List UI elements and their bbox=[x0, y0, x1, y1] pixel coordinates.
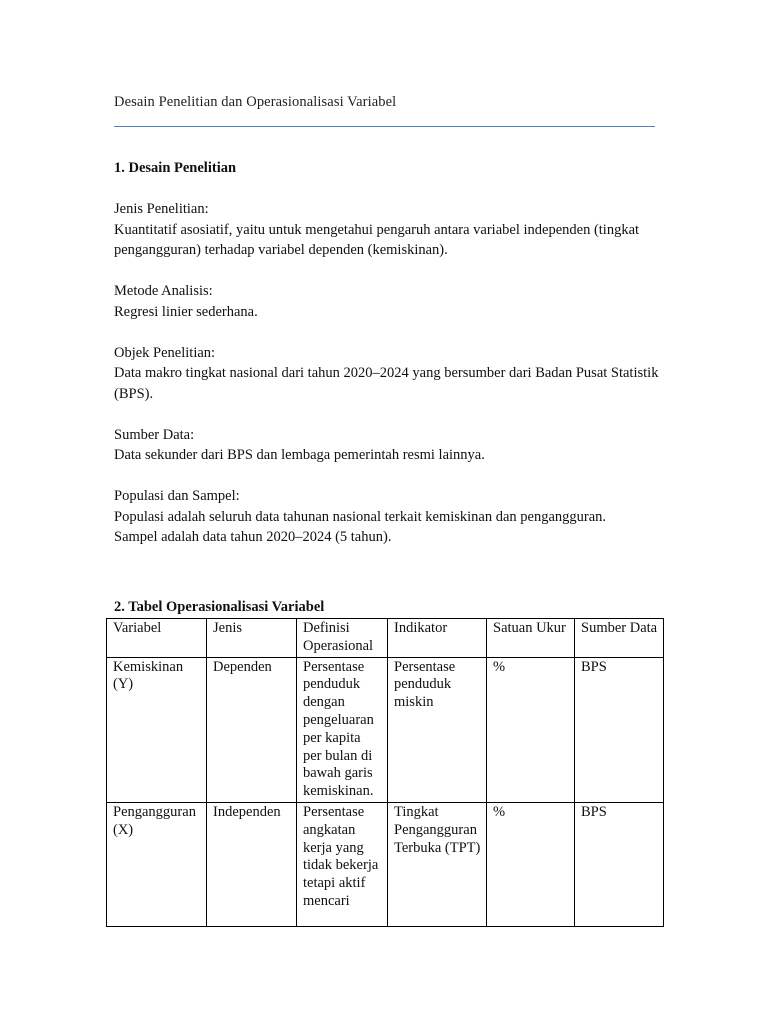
column-header-variable: Variabel bbox=[107, 619, 207, 658]
block-research-type bbox=[114, 199, 674, 261]
section-1-heading: 1. Desain Penelitian bbox=[114, 160, 237, 176]
column-header-indicator: Indikator bbox=[388, 619, 487, 658]
title-underline bbox=[114, 126, 655, 127]
data-source-text: Data sekunder dari BPS dan lembaga pemerintah resmi lainnya. bbox=[114, 447, 485, 463]
column-header-definition: Definisi Operasional bbox=[297, 619, 388, 658]
cell-source: BPS bbox=[575, 802, 664, 926]
block-research-object bbox=[114, 343, 674, 405]
research-object-label: Objek Penelitian: bbox=[114, 344, 216, 361]
section-2-heading: 2. Tabel Operasionalisasi Variabel bbox=[114, 599, 325, 615]
cell-definition: Persentase penduduk dengan pengeluaran per kapita per bulan di bawah garis kemiskinan. bbox=[297, 657, 388, 802]
section-research-design bbox=[114, 158, 674, 548]
research-type-text: Kuantitatif asosiatif, yaitu untuk mengetahui pengaruh antara variabel independen (tingkat pengangguran) terhadap variabel dependen (kemiskinan). bbox=[114, 221, 640, 258]
research-object-text: Data makro tingkat nasional dari tahun 2020–2024 yang bersumber dari Badan Pusat Statistik (BPS). bbox=[114, 365, 659, 402]
cell-type: Independen bbox=[207, 802, 297, 926]
column-header-type: Jenis bbox=[207, 619, 297, 658]
cell-variable: Pengangguran (X) bbox=[107, 802, 207, 926]
block-data-source bbox=[114, 425, 674, 466]
research-type-label: Jenis Penelitian: bbox=[114, 201, 209, 217]
cell-unit: % bbox=[487, 657, 575, 802]
table-header-row bbox=[107, 619, 664, 658]
block-population-sample bbox=[114, 486, 674, 548]
table-row bbox=[107, 802, 664, 926]
cell-variable: Kemiskinan (Y) bbox=[107, 657, 207, 802]
data-source-label: Sumber Data: bbox=[114, 426, 195, 443]
analysis-method-label: Metode Analisis: bbox=[114, 283, 213, 299]
cell-indicator: Persentase penduduk miskin bbox=[388, 657, 487, 802]
population-sample-label: Populasi dan Sampel: bbox=[114, 488, 240, 504]
column-header-source: Sumber Data bbox=[575, 619, 664, 658]
block-analysis-method bbox=[114, 281, 674, 322]
sample-text: Sampel adalah data tahun 2020–2024 (5 tahun). bbox=[114, 529, 392, 545]
cell-indicator: Tingkat Pengangguran Terbuka (TPT) bbox=[388, 802, 487, 926]
operationalization-table bbox=[106, 618, 664, 927]
table-row bbox=[107, 657, 664, 802]
cell-definition: Persentase angkatan kerja yang tidak bekerja tetapi aktif mencari bbox=[297, 802, 388, 926]
cell-type: Dependen bbox=[207, 657, 297, 802]
cell-source: BPS bbox=[575, 657, 664, 802]
population-text: Populasi adalah seluruh data tahunan nasional terkait kemiskinan dan pengangguran. bbox=[114, 508, 607, 525]
analysis-method-text: Regresi linier sederhana. bbox=[114, 303, 258, 320]
column-header-unit: Satuan Ukur bbox=[487, 619, 575, 658]
document-title: Desain Penelitian dan Operasionalisasi Variabel bbox=[114, 94, 397, 110]
cell-unit: % bbox=[487, 802, 575, 926]
